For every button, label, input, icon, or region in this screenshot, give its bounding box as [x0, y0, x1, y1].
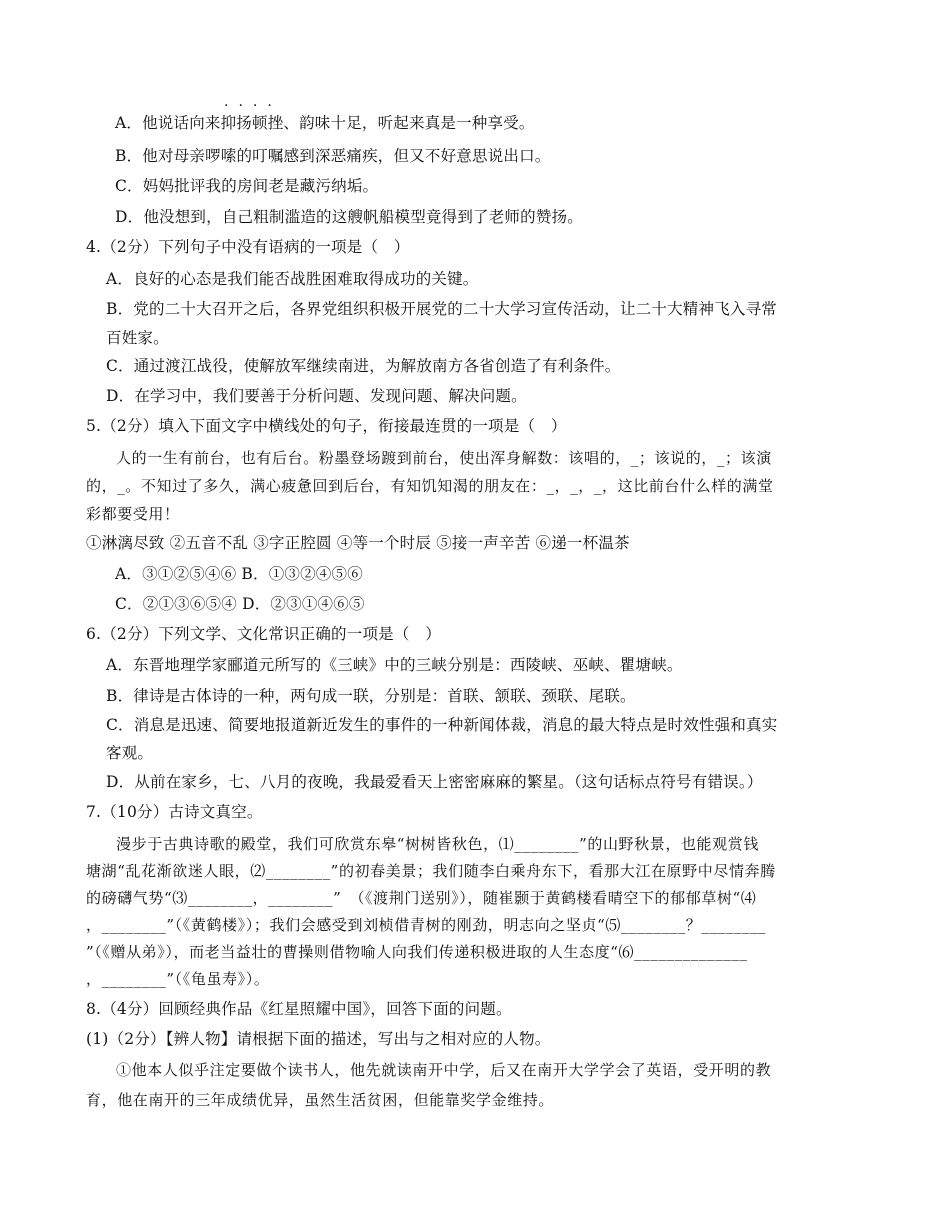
q8-paragraph-line1: ①他本人似乎注定要做个读书人，他先就读南开中学，后又在南开大学学会了英语，受开明的教: [116, 1061, 772, 1079]
q5-options-ab: A．③①②⑤④⑥ B．①③②④⑤⑥: [115, 565, 363, 583]
q8-stem: 8.（4分）回顾经典作品《红星照耀中国》，回答下面的问题。: [86, 1000, 512, 1018]
q5-passage-line1: 人的一生有前台，也有后台。粉墨登场踱到前台，使出浑身解数：该唱的，_；该说的，_；该演: [116, 449, 772, 467]
q4-option-b-line2: 百姓家。: [106, 329, 169, 347]
q7-line1: 漫步于古典诗歌的殿堂，我们可欣赏东皋“树树皆秋色，⑴________”的山野秋景，也能观赏钱: [116, 835, 759, 853]
q3-option-d: D．他没想到，自己粗制滥造的这艘帆船模型竟得到了老师的赞扬。: [115, 208, 583, 226]
q4-stem: 4.（2分）下列句子中没有语病的一项是（ ）: [86, 238, 410, 256]
q3-option-c: C．妈妈批评我的房间老是藏污纳垢。: [115, 177, 379, 195]
q6-option-a: A．东晋地理学家郦道元所写的《三峡》中的三峡分别是：西陵峡、巫峡、瞿塘峡。: [106, 656, 683, 674]
q7-line6: ，________”（《龟虽寿》）。: [86, 970, 270, 988]
q7-line4: ，________”（《黄鹤楼》）；我们会感受到刘桢借青树的刚劲，明志向之坚贞“⑸________？________: [86, 916, 767, 934]
q6-option-d: D．从前在家乡，七、八月的夜晚，我最爱看天上密密麻麻的繁星。（这句话标点符号有错误。）: [106, 773, 763, 791]
q3-option-a: A．他说话向来抑扬顿挫、韵味十足，听起来真是一种享受。: [115, 114, 535, 132]
q7-line2: 塘湖“乱花渐欲迷人眼，⑵________”的初春美景；我们随李白乘舟东下，看那大江在原野中尽情奔腾: [86, 862, 776, 880]
q8-paragraph-line2: 育，他在南开的三年成绩优异，虽然生活贫困，但能靠奖学金维持。: [86, 1091, 555, 1109]
q5-passage-line2: 的，_。不知过了多久，满心疲惫回到后台，有知饥知渴的朋友在：_，_，_，这比前台什么样的满堂: [86, 477, 774, 495]
q6-option-c-line1: C．消息是迅速、简要地报道新近发生的事件的一种新闻体裁，消息的最大特点是时效性强和真实: [106, 716, 778, 734]
q7-line3: 的磅礴气势“⑶________，________” （《渡荆门送别》），随崔颢于黄鹤楼看晴空下的郁郁草树“⑷: [86, 889, 757, 907]
q3-option-b: B．他对母亲啰嗦的叮嘱感到深恶痛疾，但又不好意思说出口。: [115, 147, 551, 165]
q4-option-d: D．在学习中，我们要善于分析问题、发现问题、解决问题。: [106, 387, 527, 405]
emphasis-dots: ····: [224, 98, 282, 114]
q5-stem: 5.（2分）填入下面文字中横线处的句子，衔接最连贯的一项是（ ）: [86, 417, 567, 435]
q5-passage-line3: 彩都要受用！: [86, 505, 180, 523]
q4-option-b-line1: B．党的二十大召开之后，各界党组织积极开展党的二十大学习宣传活动，让二十大精神飞入寻常: [106, 300, 777, 318]
q5-options-cd: C．②①③⑥⑤④ D．②③①④⑥⑤: [115, 595, 365, 613]
q6-stem: 6.（2分）下列文学、文化常识正确的一项是（ ）: [86, 625, 441, 643]
q7-line5: ”（《赠从弟》），而老当益壮的曹操则借物喻人向我们传递积极进取的人生态度“⑹______________: [86, 943, 748, 961]
q5-choices: ①淋漓尽致 ②五音不乱 ③字正腔圆 ④等一个时辰 ⑤接一声辛苦 ⑥递一杯温茶: [86, 534, 630, 552]
q6-option-b: B．律诗是古体诗的一种，两句成一联，分别是：首联、颔联、颈联、尾联。: [106, 687, 636, 705]
q4-option-c: C．通过渡江战役，使解放军继续南进，为解放南方各省创造了有利条件。: [106, 357, 621, 375]
q7-stem: 7.（10分）古诗文真空。: [86, 803, 263, 821]
q8-sub1: (1)（2分）【辨人物】请根据下面的描述，写出与之相对应的人物。: [86, 1030, 551, 1048]
q6-option-c-line2: 客观。: [106, 744, 154, 762]
q4-option-a: A．良好的心态是我们能否战胜困难取得成功的关键。: [106, 270, 479, 288]
